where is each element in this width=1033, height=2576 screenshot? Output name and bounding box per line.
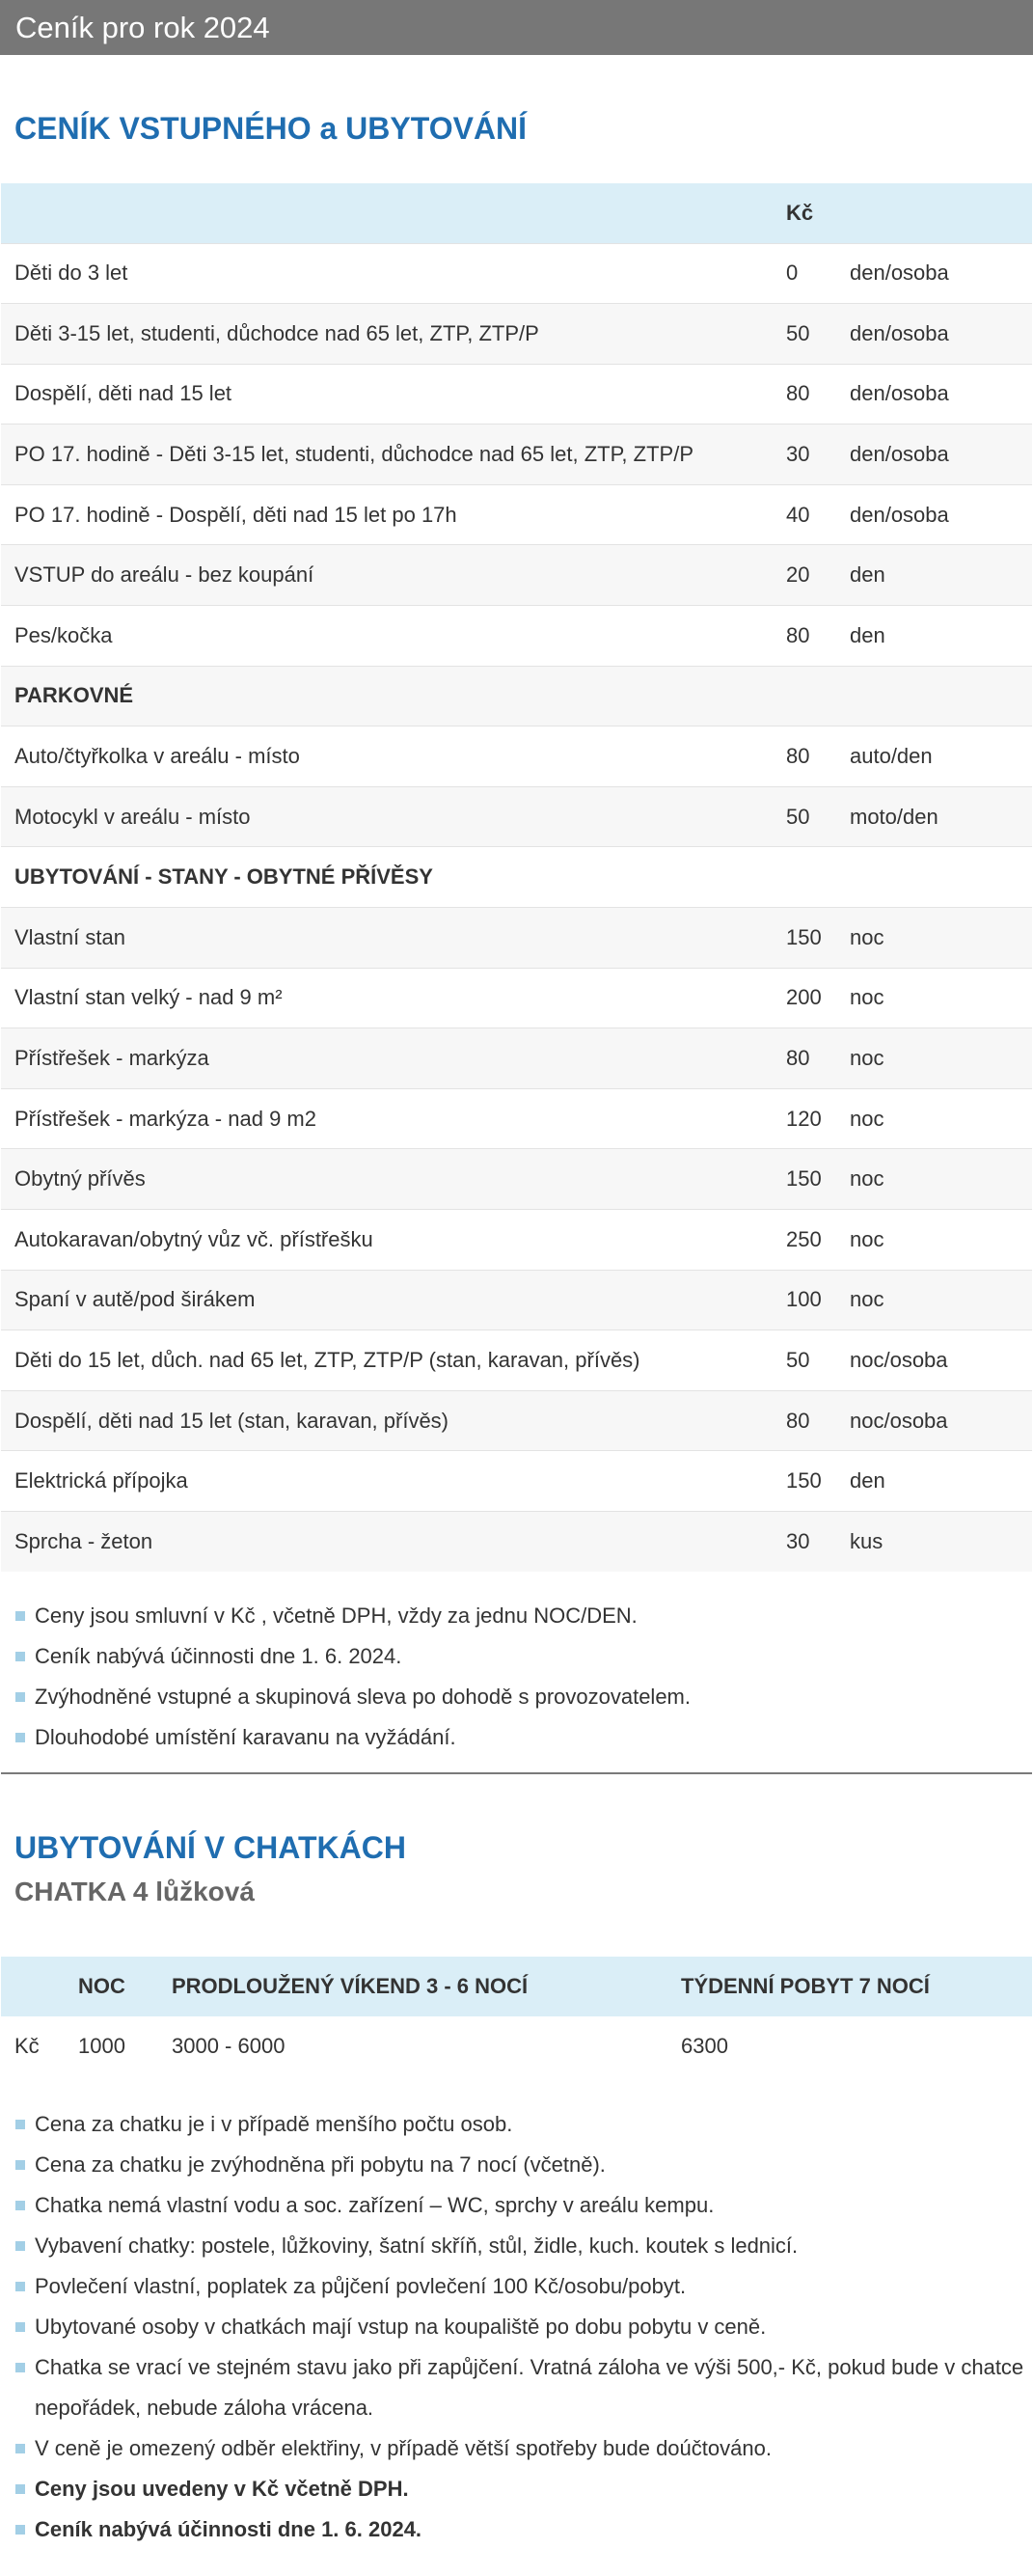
chalet-table-header <box>1 1957 1032 2016</box>
row-name: Přístřešek - markýza - nad 9 m2 <box>14 1106 316 1131</box>
table-row <box>1 1330 1032 1391</box>
row-price: 80 <box>786 1046 810 1071</box>
row-unit: noc <box>850 1226 884 1251</box>
row-price: 150 <box>786 1166 822 1192</box>
row-unit: den/osoba <box>850 502 949 527</box>
list-item: Chatka nemá vlastní vodu a soc. zařízení – WC, sprchy v areálu kempu. <box>15 2185 1033 2226</box>
table-row <box>1 1390 1032 1451</box>
chalet-price-table <box>1 1957 1032 2076</box>
row-unit: noc <box>850 1166 884 1192</box>
row-unit: den/osoba <box>850 381 949 406</box>
row-name: Pes/kočka <box>14 622 113 647</box>
row-name: Sprcha - žeton <box>14 1529 153 1554</box>
chalets-heading: UBYTOVÁNÍ V CHATKÁCH <box>14 1830 406 1866</box>
row-currency: Kč <box>14 2034 40 2059</box>
row-price: 120 <box>786 1106 822 1131</box>
row-unit: den/osoba <box>850 260 949 286</box>
row-price: 250 <box>786 1226 822 1251</box>
table-row <box>1 1028 1032 1089</box>
row-unit: noc <box>850 924 884 949</box>
row-price: 30 <box>786 1529 810 1554</box>
list-item: Dlouhodobé umístění karavanu na vyžádání. <box>15 1717 1033 1758</box>
row-name: Děti 3-15 let, studenti, důchodce nad 65 let, ZTP, ZTP/P <box>14 320 539 345</box>
row-unit: den <box>850 622 885 647</box>
header-week-stay: TÝDENNÍ POBYT 7 NOCÍ <box>681 1974 930 1999</box>
table-row <box>1 606 1032 667</box>
chalet-notes <box>15 2104 1033 2550</box>
row-unit: noc <box>850 985 884 1010</box>
row-price: 150 <box>786 1468 822 1494</box>
row-price: 30 <box>786 442 810 467</box>
row-name: PO 17. hodině - Dospělí, děti nad 15 let po 17h <box>14 502 457 527</box>
table-row <box>1 2016 1032 2076</box>
table-row <box>1 1149 1032 1210</box>
row-name: Spaní v autě/pod širákem <box>14 1287 256 1312</box>
row-name: Vlastní stan <box>14 924 125 949</box>
list-item: Cena za chatku je i v případě menšího počtu osob. <box>15 2104 1033 2145</box>
row-price: 200 <box>786 985 822 1010</box>
row-name: Přístřešek - markýza <box>14 1046 209 1071</box>
row-name: Vlastní stan velký - nad 9 m² <box>14 985 283 1010</box>
row-name: VSTUP do areálu - bez koupání <box>14 562 314 588</box>
table-row <box>1 1210 1032 1271</box>
row-unit <box>836 847 1032 908</box>
table-group-row <box>1 847 1032 908</box>
row-unit: den/osoba <box>850 320 949 345</box>
row-long-weekend-price: 3000 - 6000 <box>172 2034 285 2059</box>
row-name: Děti do 15 let, důch. nad 65 let, ZTP, ZTP/P (stan, karavan, přívěs) <box>14 1347 640 1372</box>
row-unit: den <box>850 1468 885 1494</box>
pricing-heading: CENÍK VSTUPNÉHO a UBYTOVÁNÍ <box>14 111 528 146</box>
row-night-price: 1000 <box>78 2034 125 2059</box>
row-name: Auto/čtyřkolka v areálu - místo <box>14 744 300 769</box>
row-price: 20 <box>786 562 810 588</box>
pricing-table-header <box>1 183 1032 243</box>
row-name: Dospělí, děti nad 15 let (stan, karavan, přívěs) <box>14 1408 449 1433</box>
list-item: Ubytované osoby v chatkách mají vstup na koupaliště po dobu pobytu v ceně. <box>15 2307 1033 2347</box>
table-row <box>1 364 1032 425</box>
row-unit: noc/osoba <box>850 1408 948 1433</box>
row-price: 80 <box>786 744 810 769</box>
header-price: Kč <box>786 200 814 225</box>
row-unit: noc <box>850 1287 884 1312</box>
row-unit <box>836 666 1032 726</box>
table-group-row <box>1 666 1032 726</box>
row-name: Elektrická přípojka <box>14 1468 188 1494</box>
page-title: Ceník pro rok 2024 <box>0 0 1033 55</box>
list-item: Vybavení chatky: postele, lůžkoviny, šatní skříň, stůl, židle, kuch. koutek s lednicí. <box>15 2226 1033 2266</box>
table-row <box>1 304 1032 365</box>
table-row <box>1 243 1032 304</box>
row-unit: noc/osoba <box>850 1347 948 1372</box>
header-currency <box>1 1957 65 2016</box>
row-unit: auto/den <box>850 744 933 769</box>
table-row <box>1 1270 1032 1330</box>
row-name: Motocykl v areálu - místo <box>14 804 251 829</box>
row-price: 80 <box>786 1408 810 1433</box>
row-price: 40 <box>786 502 810 527</box>
table-row <box>1 1511 1032 1572</box>
header-name <box>1 183 773 243</box>
row-unit: noc <box>850 1106 884 1131</box>
row-price: 50 <box>786 804 810 829</box>
group-heading-parking: PARKOVNÉ <box>14 683 134 708</box>
table-row <box>1 726 1032 787</box>
list-item-bold: Ceny jsou uvedeny v Kč včetně DPH. <box>15 2469 1033 2509</box>
list-item: Povlečení vlastní, poplatek za půjčení povlečení 100 Kč/osobu/pobyt. <box>15 2266 1033 2307</box>
row-price: 0 <box>786 260 799 286</box>
row-price: 150 <box>786 924 822 949</box>
list-item: Ceny jsou smluvní v Kč , včetně DPH, vždy za jednu NOC/DEN. <box>15 1596 1033 1636</box>
table-row <box>1 484 1032 545</box>
table-row <box>1 786 1032 847</box>
list-item-bold: Ceník nabývá účinnosti dne 1. 6. 2024. <box>15 2509 1033 2550</box>
row-price: 50 <box>786 1347 810 1372</box>
row-name: Obytný přívěs <box>14 1166 146 1192</box>
row-name: PO 17. hodině - Děti 3-15 let, studenti, důchodce nad 65 let, ZTP, ZTP/P <box>14 442 693 467</box>
list-item: Cena za chatku je zvýhodněna při pobytu na 7 nocí (včetně). <box>15 2145 1033 2185</box>
pricing-table <box>1 183 1032 1572</box>
list-item: Zvýhodněné vstupné a skupinová sleva po dohodě s provozovatelem. <box>15 1677 1033 1717</box>
table-row <box>1 1088 1032 1149</box>
row-price: 80 <box>786 622 810 647</box>
row-unit: noc <box>850 1046 884 1071</box>
row-price: 50 <box>786 320 810 345</box>
row-week-price: 6300 <box>681 2034 728 2059</box>
group-heading-accommodation: UBYTOVÁNÍ - STANY - OBYTNÉ PŘÍVĚSY <box>14 864 433 890</box>
row-name: Autokaravan/obytný vůz vč. přístřešku <box>14 1226 373 1251</box>
row-price <box>773 847 836 908</box>
row-price: 100 <box>786 1287 822 1312</box>
row-unit: den/osoba <box>850 442 949 467</box>
row-price: 80 <box>786 381 810 406</box>
table-row <box>1 545 1032 606</box>
row-price <box>773 666 836 726</box>
row-unit: den <box>850 562 885 588</box>
pricing-notes <box>15 1596 1033 1758</box>
table-row <box>1 1451 1032 1512</box>
chalets-subheading: CHATKA 4 lůžková <box>14 1877 255 1907</box>
header-unit <box>836 183 1032 243</box>
table-row <box>1 425 1032 485</box>
list-item: Chatka se vrací ve stejném stavu jako při zapůjčení. Vratná záloha ve výši 500,- Kč, pokud bude v chatce nepořádek, nebude záloha vrácena. <box>15 2347 1033 2428</box>
row-unit: moto/den <box>850 804 938 829</box>
header-night: NOC <box>78 1974 125 1999</box>
list-item: V ceně je omezený odběr elektřiny, v případě větší spotřeby bude doúčtováno. <box>15 2428 1033 2469</box>
row-name: Dospělí, děti nad 15 let <box>14 381 232 406</box>
table-row <box>1 908 1032 969</box>
list-item: Ceník nabývá účinnosti dne 1. 6. 2024. <box>15 1636 1033 1677</box>
header-long-weekend: PRODLOUŽENÝ VÍKEND 3 - 6 NOCÍ <box>172 1974 529 1999</box>
row-unit: kus <box>850 1529 883 1554</box>
table-row <box>1 968 1032 1028</box>
row-name: Děti do 3 let <box>14 260 128 286</box>
section-divider <box>1 1772 1032 1774</box>
